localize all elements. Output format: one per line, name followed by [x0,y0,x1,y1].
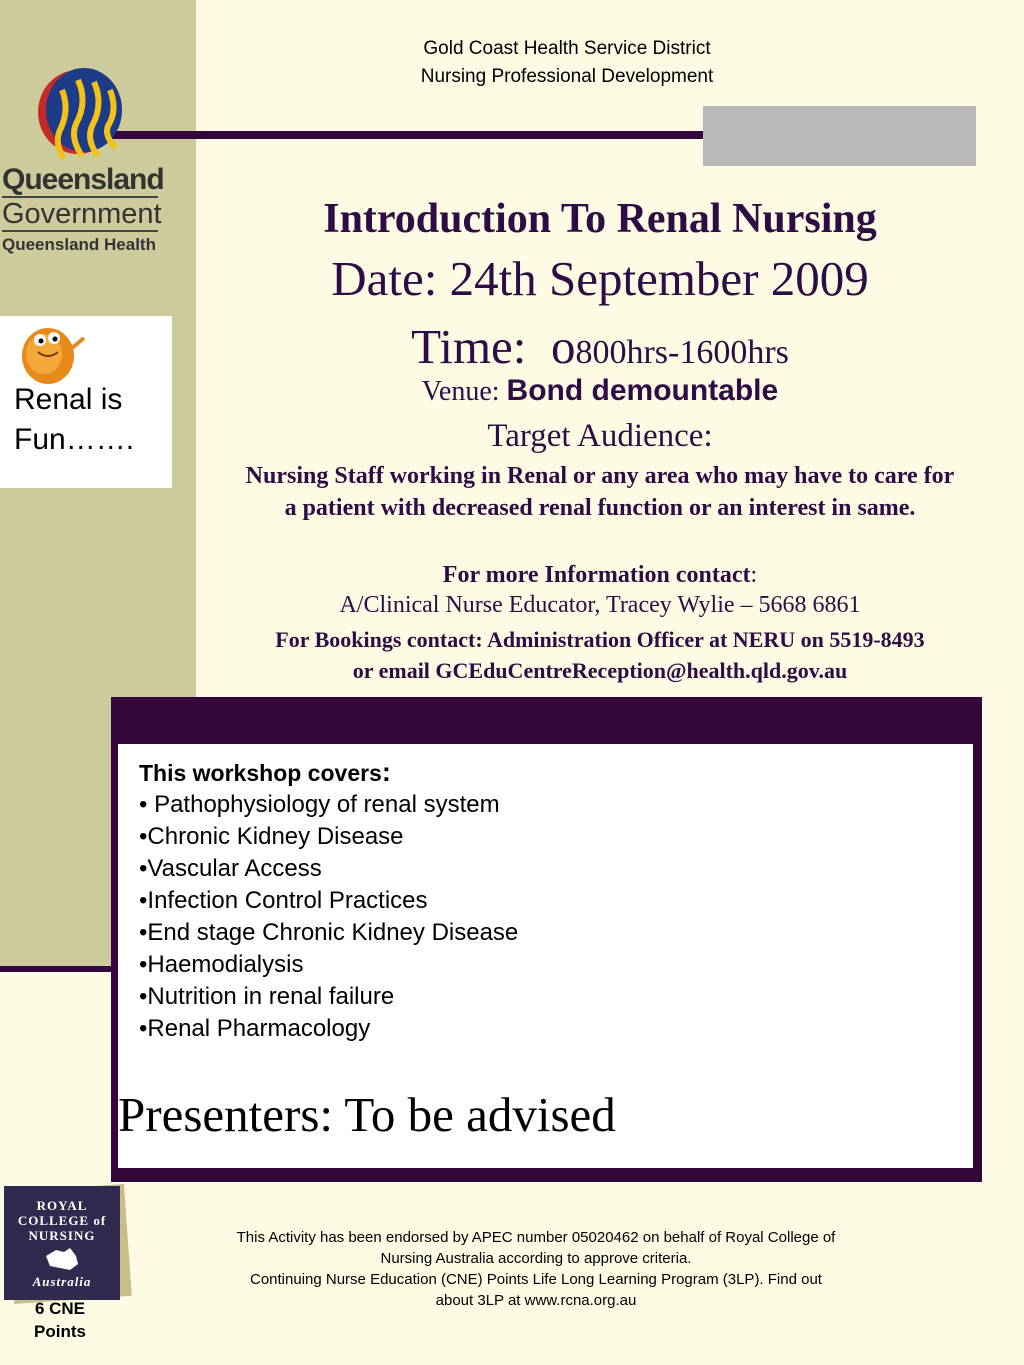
rcna-line-1: ROYAL [36,1198,88,1213]
event-title: Introduction To Renal Nursing [323,196,877,242]
topic-item: •Infection Control Practices [139,887,428,914]
workshop-heading-colon: : [381,757,391,787]
event-date: Date: 24th September 2009 [331,251,869,306]
endorse-line-4: about 3LP at www.rcna.org.au [435,1292,637,1309]
workshop-heading-text: This workshop covers [139,760,382,786]
bookings-line-1: For Bookings contact: Administration Officer at NERU on 5519-8493 [275,627,925,652]
info-label: For more Information contact [442,562,751,588]
endorsement-text [186,1227,886,1311]
time-value: 800hrs-1600hrs [575,334,789,371]
topic-item: •Chronic Kidney Disease [139,823,404,850]
audience-heading: Target Audience: [487,418,713,454]
info-contact: A/Clinical Nurse Educator, Tracey Wylie – 5668 6861 [339,592,861,618]
org-line-1: Gold Coast Health Service District [423,38,711,59]
workshop-heading [139,756,518,789]
cne-points [0,1297,120,1343]
venue-value: Bond demountable [506,374,779,407]
audience-description [200,460,1000,524]
workshop-topics [139,756,518,1045]
topic-item: •Nutrition in renal failure [139,983,395,1010]
organization-header [330,35,804,91]
org-line-2: Nursing Professional Development [420,66,714,87]
endorse-line-3: Continuing Nurse Education (CNE) Points Life Long Learning Program (3LP). Find out [250,1271,822,1288]
mascot-caption [14,380,134,460]
queensland-government-wordmark [2,165,164,256]
event-time [200,318,1000,375]
time-label: Time: [411,319,527,374]
venue-label: Venue: [421,376,500,407]
rcna-line-4: Australia [32,1274,92,1289]
australia-map-icon [42,1246,82,1272]
sidebar-bottom-rule [0,966,113,972]
cne-line-1: 6 CNE [34,1299,86,1318]
topic-item: • Pathophysiology of renal system [139,791,500,818]
info-heading [200,562,1000,589]
presenters: Presenters: To be advised [118,1087,616,1142]
rcna-line-2: COLLEGE of [17,1213,107,1228]
logo-queensland-health: Queensland Health [2,235,156,254]
topic-item: •Vascular Access [139,855,322,882]
logo-queensland: Queensland [2,163,164,196]
topic-item: •Renal Pharmacology [139,1015,371,1042]
mascot-caption-line-1: Renal is [14,383,123,416]
logo-divider-2 [2,230,158,232]
event-venue [200,374,1000,408]
rcna-line-3: NURSING [28,1228,96,1243]
topic-item: •End stage Chronic Kidney Disease [139,919,519,946]
endorse-line-1: This Activity has been endorsed by APEC number 05020462 on behalf of Royal College of [236,1229,836,1246]
cne-line-2: Points [34,1322,86,1341]
info-colon: : [750,562,758,588]
time-value-o: o [550,319,576,374]
audience-line-1: Nursing Staff working in Renal or any area who may have to care for [245,463,955,489]
bookings-line-2: or email GCEduCentreReception@health.qld.gov.au [352,658,848,683]
mascot-caption-line-2: Fun……. [14,423,135,456]
bookings-contact [200,624,1000,686]
kidney-mascot-icon [14,318,90,386]
grey-accent-block [703,106,976,166]
rcna-badge-text [6,1198,118,1289]
endorse-line-2: Nursing Australia according to approve criteria. [380,1250,692,1267]
topic-item: •Haemodialysis [139,951,304,978]
logo-government: Government [2,198,162,230]
audience-line-2: a patient with decreased renal function or an interest in same. [284,495,916,521]
